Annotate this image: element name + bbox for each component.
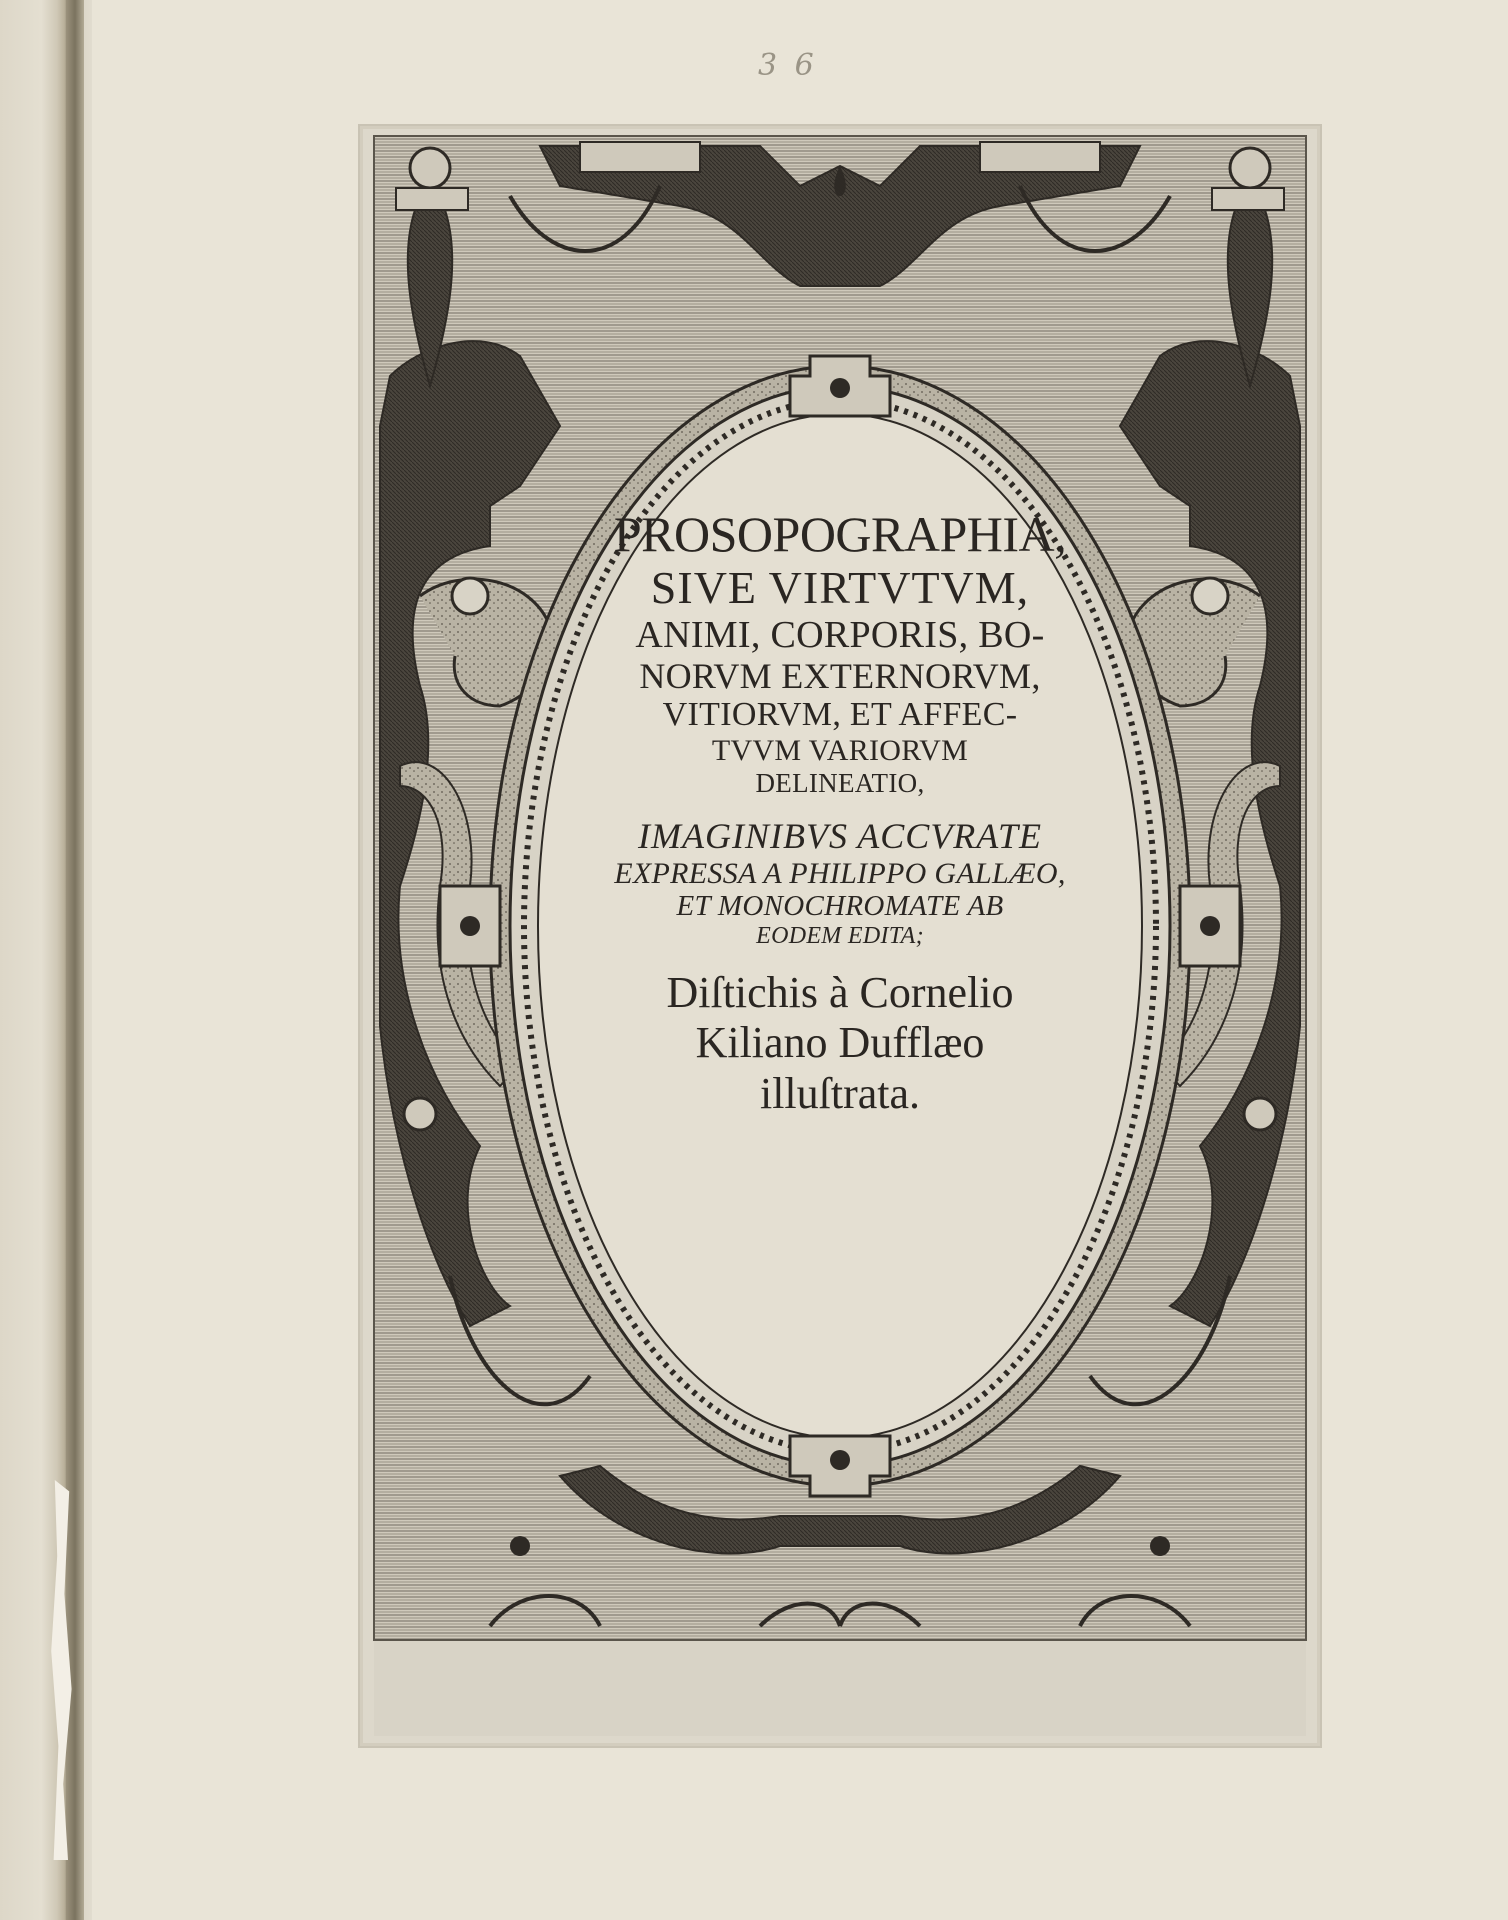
title-line: PROSOPOGRAPHIA, [613,506,1067,562]
binding-shadow [66,0,84,1920]
subtitle-line: EODEM EDITA; [756,922,924,949]
engraved-plate [358,124,1322,1748]
credit-line: illuſtrata. [759,1068,921,1118]
title-line: ANIMI, CORPORIS, BO- [635,613,1045,656]
subtitle-line: ET MONOCHROMATE AB [676,890,1004,923]
title-line: NORVM EXTERNORVM, [639,656,1041,697]
subtitle-line: EXPRESSA A PHILIPPO GALLÆO, [614,856,1066,890]
credit-line: Kiliano Dufflæo [695,1018,985,1068]
folio-number: 3 6 [758,48,818,83]
title-line: SIVE VIRTVTVM, [650,562,1030,613]
title-line: VITIORVM, ET AFFEC- [662,696,1018,734]
subtitle-line: IMAGINIBVS ACCVRATE [638,816,1042,857]
credit-line: Diſtichis à Cornelio [666,967,1014,1017]
title-line: DELINEATIO, [755,768,925,799]
title-line: TVVM VARIORVM [711,734,969,768]
title-text [538,506,1142,1119]
